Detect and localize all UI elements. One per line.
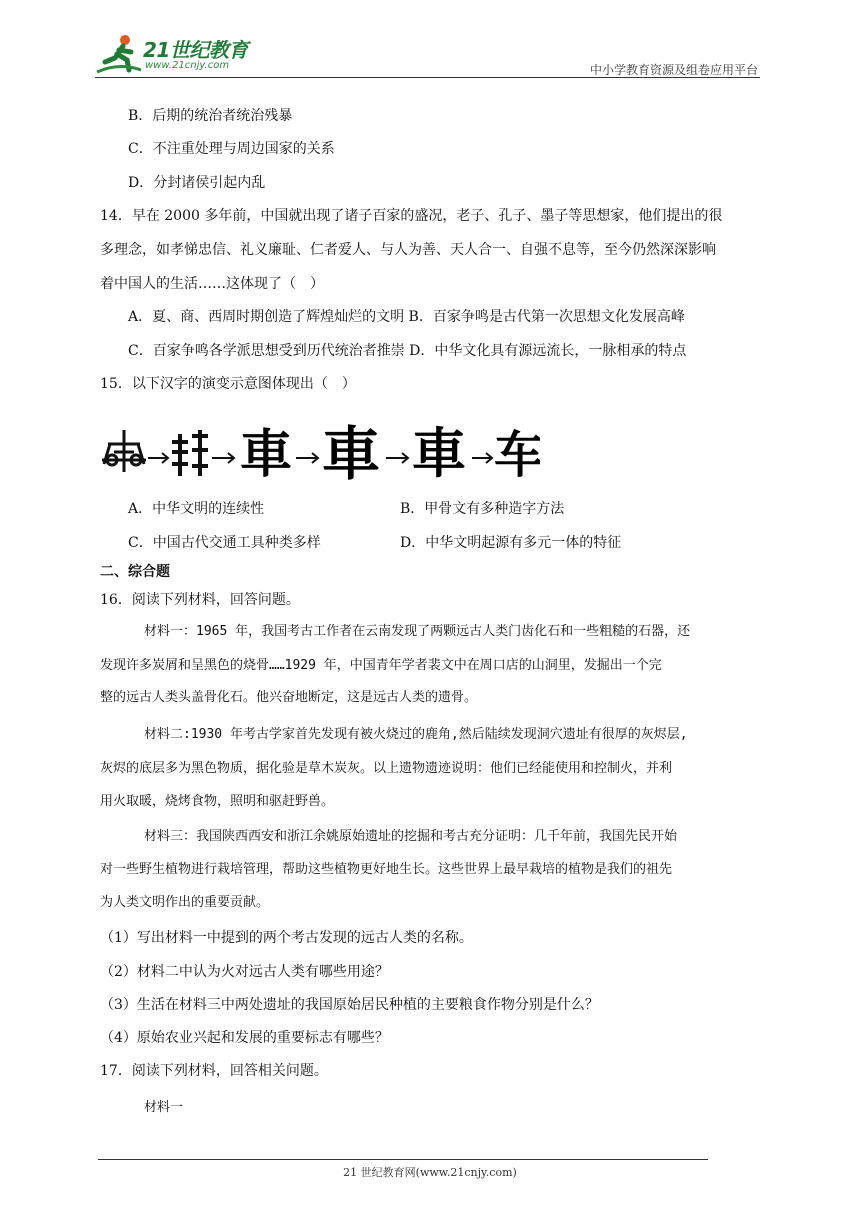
q16-material-2-line-2: 灰烬的底层多为黑色物质，据化验是草木炭灰。以上遗物遗迹说明：他们已经能使用和控制火，并利 [100,761,673,776]
q16-sub-question-2: （2）材料二中认为火对远古人类有哪些用途？ [100,964,389,980]
q16-sub-question-4: （4）原始农业兴起和发展的重要标志有哪些？ [100,1030,389,1046]
q16-material-1-line-3: 整的远古人类头盖骨化石。他兴奋地断定，这是远古人类的遗骨。 [100,690,478,705]
glyph-clerical-script: 車 [322,420,381,480]
platform-name: 中小学教育资源及组卷应用平台 [589,63,758,77]
logo-text: 21世纪教育 [143,38,248,62]
arrow-icon [386,453,408,463]
q16-material-1-line-1: 材料一：1965 年，我国考古工作者在云南发现了两颗远古人类门齿化石和一些粗糙的石器，还 [144,624,691,639]
arrow-icon [296,453,318,463]
glyph-seal-script: 車 [240,425,293,480]
q14-options-row-1: A．夏、商、西周时期创造了辉煌灿烂的文明 B．百家争鸣是古代第一次思想文化发展高峰 [128,309,685,325]
footer-divider [98,1159,708,1160]
q13-option-b: B．后期的统治者统治残暴 [128,108,293,124]
q14-options-row-2: C．百家争鸣各学派思想受到历代统治者推崇 D．中华文化具有源远流长，一脉相承的特点 [128,343,687,359]
logo-url: www.21cnjy.com [145,60,230,71]
page-header [95,30,760,78]
q16-material-3-line-2: 对一些野生植物进行栽培管理，帮助这些植物更好地生长。这些世界上最早栽培的植物是我们的祖先 [100,862,673,877]
q15-option-c: C．中国古代交通工具种类多样 [128,535,321,551]
q16-sub-question-3: （3）生活在材料三中两处遗址的我国原始居民种植的主要粮食作物分别是什么？ [100,997,599,1013]
q16-sub-question-1: （1）写出材料一中提到的两个考古发现的远古人类的名称。 [100,930,473,946]
q13-option-d: D．分封诸侯引起内乱 [128,175,266,191]
q17-material-1-label: 材料一 [144,1100,184,1115]
q16-material-2-line-3: 用火取暖，烧烤食物，照明和驱赶野兽。 [100,794,335,809]
running-figure-icon [95,32,143,76]
arrow-icon [472,453,492,463]
q15-option-d: D．中华文明起源有多元一体的特征 [400,535,622,551]
arrow-icon [212,453,234,463]
section-heading: 二、综合题 [100,564,170,580]
character-evolution-figure [100,420,540,480]
glyph-simplified: 车 [494,426,540,480]
q16-material-1-line-2: 发现许多炭屑和呈黑色的烧骨……1929 年，中国青年学者裴文中在周口店的山洞里，发掘出一个完 [100,658,662,673]
glyph-regular-script: 車 [412,422,466,480]
q15-stem: 15．以下汉字的演变示意图体现出（ ） [100,376,356,392]
q14-stem-line-1: 14．早在 2000 多年前，中国就出现了诸子百家的盛况，老子、孔子、墨子等思想家，他们提出的很 [100,208,723,224]
q15-option-a: A．中华文明的连续性 [128,501,265,517]
q16-material-2-line-1: 材料二:1930 年考古学家首先发现有被火烧过的鹿角,然后陆续发现洞穴遗址有很厚的灰烬层, [144,727,688,742]
q14-stem-line-3: 着中国人的生活……这体现了（ ） [100,276,324,292]
q17-stem: 17．阅读下列材料，回答相关问题。 [100,1063,328,1079]
bronze-script-glyph-icon [172,430,208,476]
q16-material-3-line-1: 材料三：我国陕西西安和浙江余姚原始遗址的挖掘和考古充分证明：几千年前，我国先民开始 [144,829,678,844]
q16-material-3-line-3: 为人类文明作出的重要贡献。 [100,895,270,910]
q13-option-c: C．不注重处理与周边国家的关系 [128,141,335,157]
q16-stem: 16．阅读下列材料，回答问题。 [100,592,300,608]
q14-stem-line-2: 多理念，如孝悌忠信、礼义廉耻、仁者爱人、与人为善、天人合一、自强不息等，至今仍然深深影响 [100,242,716,258]
header-divider [95,77,760,78]
q15-option-b: B．甲骨文有多种造字方法 [400,501,565,517]
site-logo [95,32,265,76]
arrow-icon [148,453,168,463]
page-footer: 21 世纪教育网(www.21cnjy.com) [343,1166,517,1179]
oracle-bone-glyph-icon [102,430,146,472]
